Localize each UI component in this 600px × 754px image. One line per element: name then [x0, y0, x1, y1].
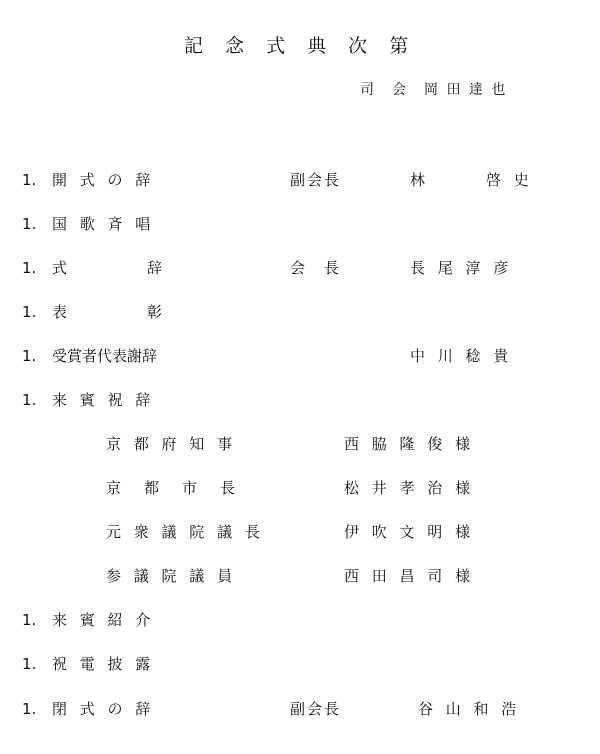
guest-title: 参 議 院 議 員 — [106, 567, 237, 585]
row-number: 1. — [22, 215, 37, 233]
program-item: 来 賓 紹 介 — [52, 611, 155, 629]
row-number: 1. — [22, 347, 37, 365]
row-number: 1. — [22, 391, 37, 409]
program-item: 式 辞 — [52, 259, 167, 277]
program-item: 閉 式 の 辞 — [52, 700, 155, 718]
guest-name: 西 田 昌 司 様 — [344, 567, 475, 585]
program-item: 表 彰 — [52, 303, 167, 321]
speaker-role: 副会長 — [290, 171, 342, 189]
row-number: 1. — [22, 611, 37, 629]
guest-title: 元 衆 議 院 議 長 — [106, 523, 264, 541]
mc-line: 司 会 岡 田 達 也 — [360, 82, 508, 98]
speaker-role: 副会長 — [290, 700, 342, 718]
row-number: 1. — [22, 259, 37, 277]
program-item: 国 歌 斉 唱 — [52, 215, 155, 233]
guest-name: 松 井 孝 治 様 — [344, 479, 475, 497]
row-number: 1. — [22, 655, 37, 673]
program-item: 開 式 の 辞 — [52, 171, 155, 189]
guest-name: 西 脇 隆 俊 様 — [344, 435, 475, 453]
program-item: 受賞者代表謝辞 — [52, 347, 158, 365]
speaker-name: 中 川 稔 貴 — [410, 347, 513, 365]
row-number: 1. — [22, 700, 37, 718]
program-item: 祝 電 披 露 — [52, 655, 155, 673]
guest-title: 京 都 府 知 事 — [106, 435, 237, 453]
program-item: 来 賓 祝 辞 — [52, 391, 155, 409]
page-title: 記 念 式 典 次 第 — [184, 35, 417, 57]
guest-name: 伊 吹 文 明 様 — [344, 523, 475, 541]
speaker-name: 長 尾 淳 彦 — [410, 259, 513, 277]
guest-title: 京 都 市 長 — [106, 479, 240, 497]
row-number: 1. — [22, 171, 37, 189]
speaker-name: 谷 山 和 浩 — [418, 700, 521, 718]
speaker-name: 林 啓 史 — [410, 171, 533, 189]
speaker-role: 会 長 — [290, 259, 342, 277]
row-number: 1. — [22, 303, 37, 321]
